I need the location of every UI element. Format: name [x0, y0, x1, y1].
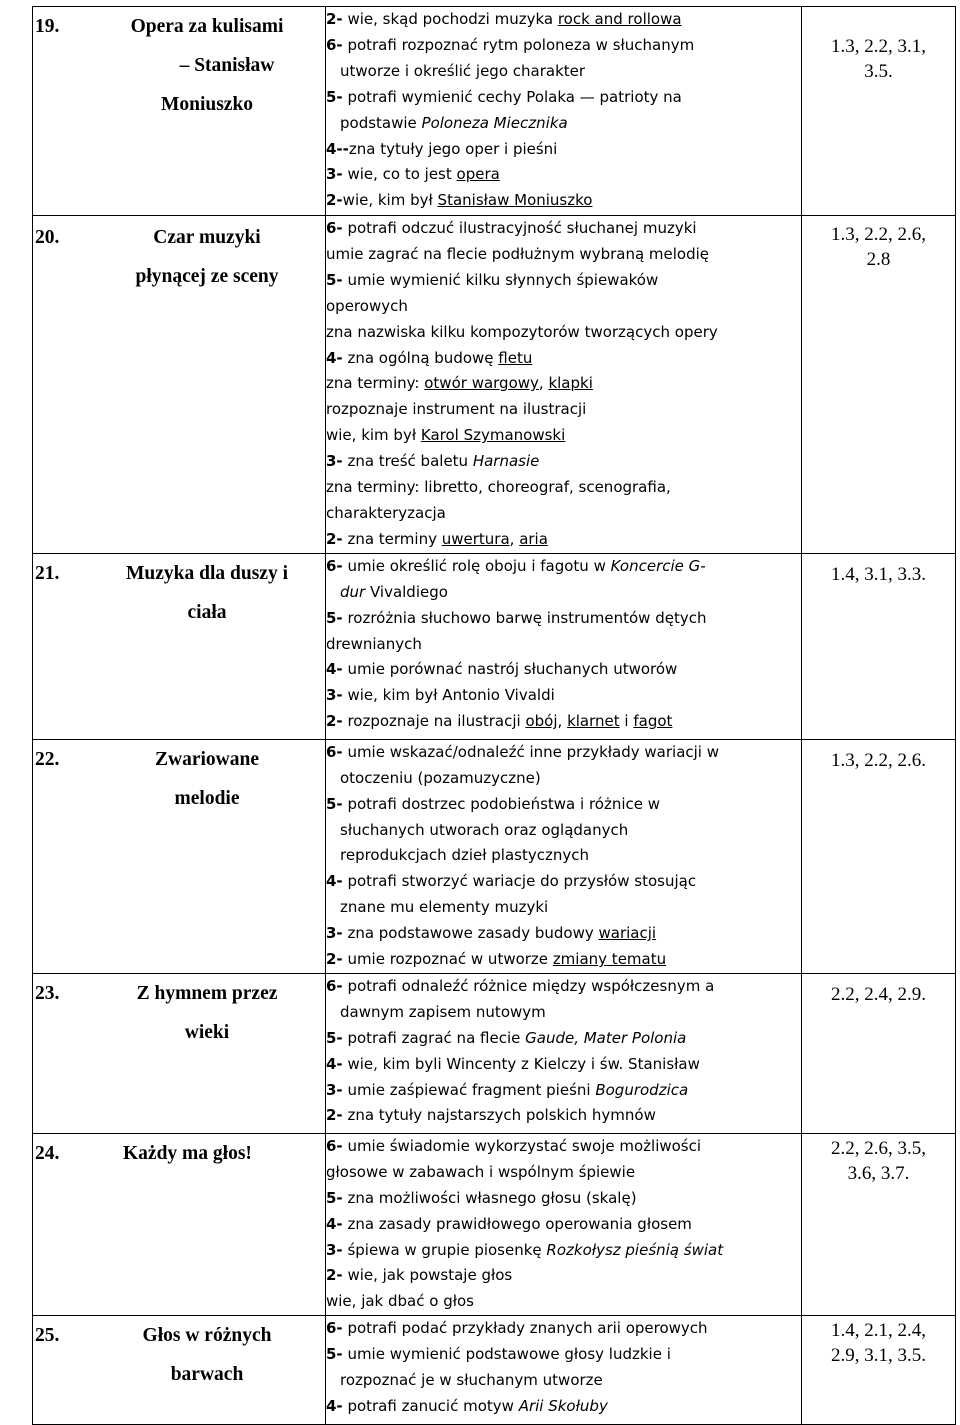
requirement-line — [326, 766, 801, 792]
requirement-line — [326, 111, 801, 137]
requirement-text: wie, kim był Stanisław Moniuszko — [342, 191, 593, 210]
lesson-title-line: wieki — [184, 1021, 230, 1043]
curriculum-ref-line: 1.3, 2.2, 2.6. — [831, 749, 926, 771]
topic-block — [33, 7, 325, 124]
topic-block — [33, 216, 325, 296]
requirement-line — [326, 1212, 801, 1238]
lesson-number: 24. — [35, 1142, 60, 1164]
curriculum-ref-line: 1.3, 2.2, 3.1, — [831, 36, 926, 57]
topic-cell — [33, 739, 326, 973]
requirement-text: znane mu elementy muzyki — [340, 898, 549, 917]
topic-cell — [33, 7, 326, 216]
requirement-text: śpiewa w grupie piosenkę Rozkołysz pieśnią świat — [342, 1240, 724, 1259]
requirement-text: drewnianych — [326, 634, 422, 653]
requirement-line — [326, 7, 801, 33]
grade-level: 2- — [326, 529, 343, 548]
requirement-line — [326, 1289, 801, 1315]
grade-level: 5- — [326, 1188, 343, 1207]
lesson-title — [93, 974, 325, 1052]
requirement-text: umie wymienić podstawowe głosy ludzkie i — [342, 1345, 671, 1364]
grade-level: 2- — [326, 950, 343, 969]
lesson-title — [93, 740, 325, 818]
requirement-line — [326, 527, 801, 553]
requirement-text: potrafi zagrać na flecie Gaude, Mater Polonia — [342, 1028, 687, 1047]
topic-block — [33, 1316, 325, 1394]
requirement-line — [326, 818, 801, 844]
requirement-text: potrafi wymienić cechy Polaka — patrioty na — [342, 87, 682, 106]
requirement-line — [326, 974, 801, 1000]
requirement-text: słuchanych utworach oraz oglądanych — [340, 820, 629, 839]
requirement-text: podstawie Poloneza Miecznika — [340, 113, 568, 132]
requirement-line — [326, 137, 801, 163]
requirement-text: wie, kim był Karol Szymanowski — [326, 426, 566, 445]
requirement-line — [326, 1160, 801, 1186]
requirement-text: zna terminy: otwór wargowy, klapki — [326, 374, 593, 393]
requirement-text: umie rozpoznać w utworze zmiany tematu — [342, 950, 667, 969]
requirement-text: rozpoznaje na ilustracji obój, klarnet i fagot — [342, 712, 673, 731]
requirement-text: wie, jak dbać o głos — [326, 1292, 474, 1311]
requirement-text: umie zagrać na flecie podłużnym wybraną melodię — [326, 244, 710, 263]
grade-level: 3- — [326, 686, 343, 705]
requirement-text: zna tytuły jego oper i pieśni — [348, 139, 558, 158]
topic-cell — [33, 973, 326, 1133]
topic-cell — [33, 1316, 326, 1425]
curriculum-refs-cell — [802, 7, 956, 216]
requirement-line — [326, 709, 801, 735]
requirement-line — [326, 1078, 801, 1104]
requirement-line — [326, 1052, 801, 1078]
grade-level: 3- — [326, 924, 343, 943]
curriculum-refs-cell — [802, 739, 956, 973]
requirement-text: wie, co to jest opera — [342, 165, 500, 184]
requirement-text: zna treść baletu Harnasie — [342, 452, 540, 471]
requirement-text: utworze i określić jego charakter — [340, 61, 586, 80]
grade-level: 5- — [326, 1028, 343, 1047]
grade-level: 3- — [326, 1080, 343, 1099]
requirement-text: potrafi rozpoznać rytm poloneza w słuchanym — [342, 35, 695, 54]
requirement-line — [326, 1000, 801, 1026]
curriculum-refs-cell — [802, 216, 956, 554]
requirement-line — [326, 1103, 801, 1129]
grade-level: 5- — [326, 87, 343, 106]
table-row — [33, 1316, 956, 1425]
requirement-line — [326, 683, 801, 709]
grade-level: 4- — [326, 872, 343, 891]
requirement-line — [326, 59, 801, 85]
curriculum-ref-line: 2.8 — [866, 249, 891, 270]
requirements-table — [32, 6, 956, 1425]
requirements-cell — [326, 553, 802, 739]
curriculum-ref-line: 1.3, 2.2, 2.6, — [831, 224, 926, 245]
requirement-line — [326, 1263, 801, 1289]
requirement-text: otoczeniu (pozamuzyczne) — [340, 768, 541, 787]
requirements-cell — [326, 7, 802, 216]
table-row — [33, 739, 956, 973]
requirement-text: potrafi dostrzec podobieństwa i różnice w — [342, 794, 661, 813]
requirement-line — [326, 188, 801, 214]
curriculum-refs-cell — [802, 973, 956, 1133]
grade-level: 3- — [326, 1240, 343, 1259]
requirement-text: głosowe w zabawach i wspólnym śpiewie — [326, 1162, 636, 1181]
grade-level: 3- — [326, 165, 343, 184]
requirement-line — [326, 320, 801, 346]
topic-cell — [33, 216, 326, 554]
requirement-line — [326, 1368, 801, 1394]
requirement-line — [326, 423, 801, 449]
requirement-text: zna tytuły najstarszych polskich hymnów — [342, 1106, 656, 1125]
requirement-text: umie świadomie wykorzystać swoje możliwości — [342, 1136, 702, 1155]
lesson-title-line: ciała — [187, 601, 227, 623]
topic-block — [33, 740, 325, 818]
requirement-line — [326, 792, 801, 818]
grade-level: 6- — [326, 556, 343, 575]
table-row — [33, 973, 956, 1133]
table-row — [33, 7, 956, 216]
curriculum-refs-cell — [802, 553, 956, 739]
grade-level: 4- — [326, 1397, 343, 1415]
requirement-text: potrafi zanucić motyw Arii Skołuby — [342, 1397, 608, 1415]
topic-block — [33, 554, 325, 632]
grade-level: 6- — [326, 219, 343, 237]
requirement-line — [326, 475, 801, 501]
requirement-text: umie określić rolę oboju i fagotu w Koncercie G- — [342, 556, 706, 575]
requirement-line — [326, 1134, 801, 1160]
requirement-text: potrafi stworzyć wariacje do przysłów stosując — [342, 872, 697, 891]
requirement-text: potrafi odnaleźć różnice między współczesnym a — [342, 976, 715, 995]
requirements-cell — [326, 739, 802, 973]
requirement-line — [326, 1316, 801, 1342]
requirement-text: umie wymienić kilku słynnych śpiewaków — [342, 270, 659, 289]
curriculum-ref-line: 3.6, 3.7. — [847, 1162, 910, 1184]
lesson-title-line: Opera za kulisami — [130, 16, 284, 37]
requirement-line — [326, 580, 801, 606]
requirements-cell — [326, 1133, 802, 1315]
grade-level: 5- — [326, 1345, 343, 1364]
lesson-title-line: Głos w różnych — [142, 1325, 272, 1347]
requirement-line — [326, 657, 801, 683]
table-row — [33, 216, 956, 554]
requirement-line — [326, 501, 801, 527]
lesson-number: 21. — [35, 562, 60, 584]
grade-level: 5- — [326, 270, 343, 289]
lesson-title — [93, 1134, 325, 1173]
topic-block — [33, 1134, 325, 1173]
requirement-line — [326, 1238, 801, 1264]
requirement-text: zna terminy uwertura, aria — [342, 529, 548, 548]
requirement-text: operowych — [326, 296, 408, 315]
requirement-text: wie, skąd pochodzi muzyka rock and rollowa — [342, 10, 682, 28]
requirement-line — [326, 554, 801, 580]
lesson-title — [93, 554, 325, 632]
requirement-text: wie, kim był Antonio Vivaldi — [342, 686, 555, 705]
topic-block — [33, 974, 325, 1052]
requirement-line — [326, 85, 801, 111]
grade-level: 4- — [326, 1054, 343, 1073]
requirement-line — [326, 843, 801, 869]
lesson-title-line: Moniuszko — [160, 94, 254, 115]
requirement-text: wie, jak powstaje głos — [342, 1266, 513, 1285]
grade-level: 4- — [326, 1214, 343, 1233]
grade-level: 6- — [326, 1319, 343, 1338]
curriculum-ref-line: 1.4, 3.1, 3.3. — [831, 563, 926, 585]
requirement-text: potrafi odczuć ilustracyjność słuchanej muzyki — [342, 219, 697, 237]
lesson-title — [93, 218, 325, 296]
lesson-title-line: płynącej ze sceny — [135, 266, 279, 287]
grade-level: 2- — [326, 10, 343, 28]
grade-level: 6- — [326, 742, 343, 761]
requirement-line — [326, 1026, 801, 1052]
lesson-number: 23. — [35, 982, 60, 1004]
requirement-line — [326, 1342, 801, 1368]
lesson-number: 25. — [35, 1325, 60, 1347]
requirements-cell — [326, 216, 802, 554]
requirement-line — [326, 740, 801, 766]
table-row — [33, 553, 956, 739]
lesson-title-line: – Stanisław — [179, 55, 275, 76]
requirement-line — [326, 33, 801, 59]
curriculum-refs-cell — [802, 1316, 956, 1425]
lesson-title-line: Każdy ma głos! — [123, 1142, 252, 1164]
requirement-line — [326, 397, 801, 423]
lesson-title-line: Muzyka dla duszy i — [126, 562, 288, 584]
grade-level: 6- — [326, 35, 343, 54]
requirement-text: zna ogólną budowę fletu — [342, 348, 533, 367]
requirement-text: dawnym zapisem nutowym — [340, 1002, 546, 1021]
requirements-cell — [326, 973, 802, 1133]
requirement-text: zna możliwości własnego głosu (skalę) — [342, 1188, 637, 1207]
requirement-line — [326, 632, 801, 658]
requirement-line — [326, 895, 801, 921]
grade-level: 5- — [326, 608, 343, 627]
grade-level: 2- — [326, 1266, 343, 1285]
curriculum-ref-line: 1.4, 2.1, 2.4, — [831, 1320, 926, 1342]
requirement-text: dur Vivaldiego — [340, 582, 448, 601]
grade-level: 4-- — [326, 139, 349, 158]
requirement-line — [326, 921, 801, 947]
requirement-text: charakteryzacja — [326, 503, 446, 522]
requirement-text: umie wskazać/odnaleźć inne przykłady wariacji w — [342, 742, 719, 761]
requirement-line — [326, 346, 801, 372]
lesson-number: 19. — [35, 16, 60, 37]
curriculum-ref-line: 2.2, 2.4, 2.9. — [831, 983, 926, 1005]
curriculum-ref-line: 2.2, 2.6, 3.5, — [831, 1137, 926, 1159]
lesson-title-line: Czar muzyki — [153, 227, 261, 248]
lesson-title-line: melodie — [174, 787, 240, 809]
requirement-text: zna podstawowe zasady budowy wariacji — [342, 924, 657, 943]
grade-level: 4- — [326, 660, 343, 679]
grade-level: 6- — [326, 976, 343, 995]
requirement-line — [326, 216, 801, 242]
grade-level: 4- — [326, 348, 343, 367]
requirement-line — [326, 606, 801, 632]
grade-level: 2- — [326, 712, 343, 731]
lesson-number: 22. — [35, 748, 60, 770]
requirement-line — [326, 294, 801, 320]
grade-level: 6- — [326, 1136, 343, 1155]
grade-level: 2- — [326, 1106, 343, 1125]
topic-cell — [33, 1133, 326, 1315]
lesson-title — [93, 7, 325, 124]
grade-level: 3- — [326, 452, 343, 471]
table-row — [33, 1133, 956, 1315]
requirement-line — [326, 268, 801, 294]
requirement-line — [326, 947, 801, 973]
requirement-text: zna nazwiska kilku kompozytorów tworzących opery — [326, 322, 718, 341]
curriculum-ref-line: 3.5. — [864, 61, 893, 82]
requirement-text: rozpoznaje instrument na ilustracji — [326, 400, 587, 419]
requirements-cell — [326, 1316, 802, 1425]
requirement-text: umie porównać nastrój słuchanych utworów — [342, 660, 678, 679]
grade-level: 5- — [326, 794, 343, 813]
requirement-line — [326, 162, 801, 188]
requirement-line — [326, 449, 801, 475]
curriculum-ref-line: 2.9, 3.1, 3.5. — [831, 1345, 926, 1367]
curriculum-refs-cell — [802, 1133, 956, 1315]
grade-level: 2- — [326, 191, 343, 210]
requirement-line — [326, 1394, 801, 1420]
requirement-line — [326, 869, 801, 895]
lesson-title-line: Z hymnem przez — [136, 982, 278, 1004]
lesson-title-line: Zwariowane — [155, 748, 259, 770]
lesson-number: 20. — [35, 227, 60, 248]
requirement-text: wie, kim byli Wincenty z Kielczy i św. Stanisław — [342, 1054, 700, 1073]
requirement-text: umie zaśpiewać fragment pieśni Bogurodzica — [342, 1080, 689, 1099]
lesson-title-line: barwach — [170, 1364, 244, 1386]
lesson-title — [93, 1316, 325, 1394]
requirement-text: potrafi podać przykłady znanych arii operowych — [342, 1319, 708, 1338]
requirement-line — [326, 1186, 801, 1212]
requirement-line — [326, 242, 801, 268]
requirement-text: reprodukcjach dzieł plastycznych — [340, 846, 589, 865]
requirement-text: rozróżnia słuchowo barwę instrumentów dętych — [342, 608, 707, 627]
requirement-line — [326, 371, 801, 397]
requirement-text: zna zasady prawidłowego operowania głosem — [342, 1214, 692, 1233]
requirement-text: rozpoznać je w słuchanym utworze — [340, 1371, 603, 1390]
topic-cell — [33, 553, 326, 739]
requirement-text: zna terminy: libretto, choreograf, scenografia, — [326, 478, 671, 497]
